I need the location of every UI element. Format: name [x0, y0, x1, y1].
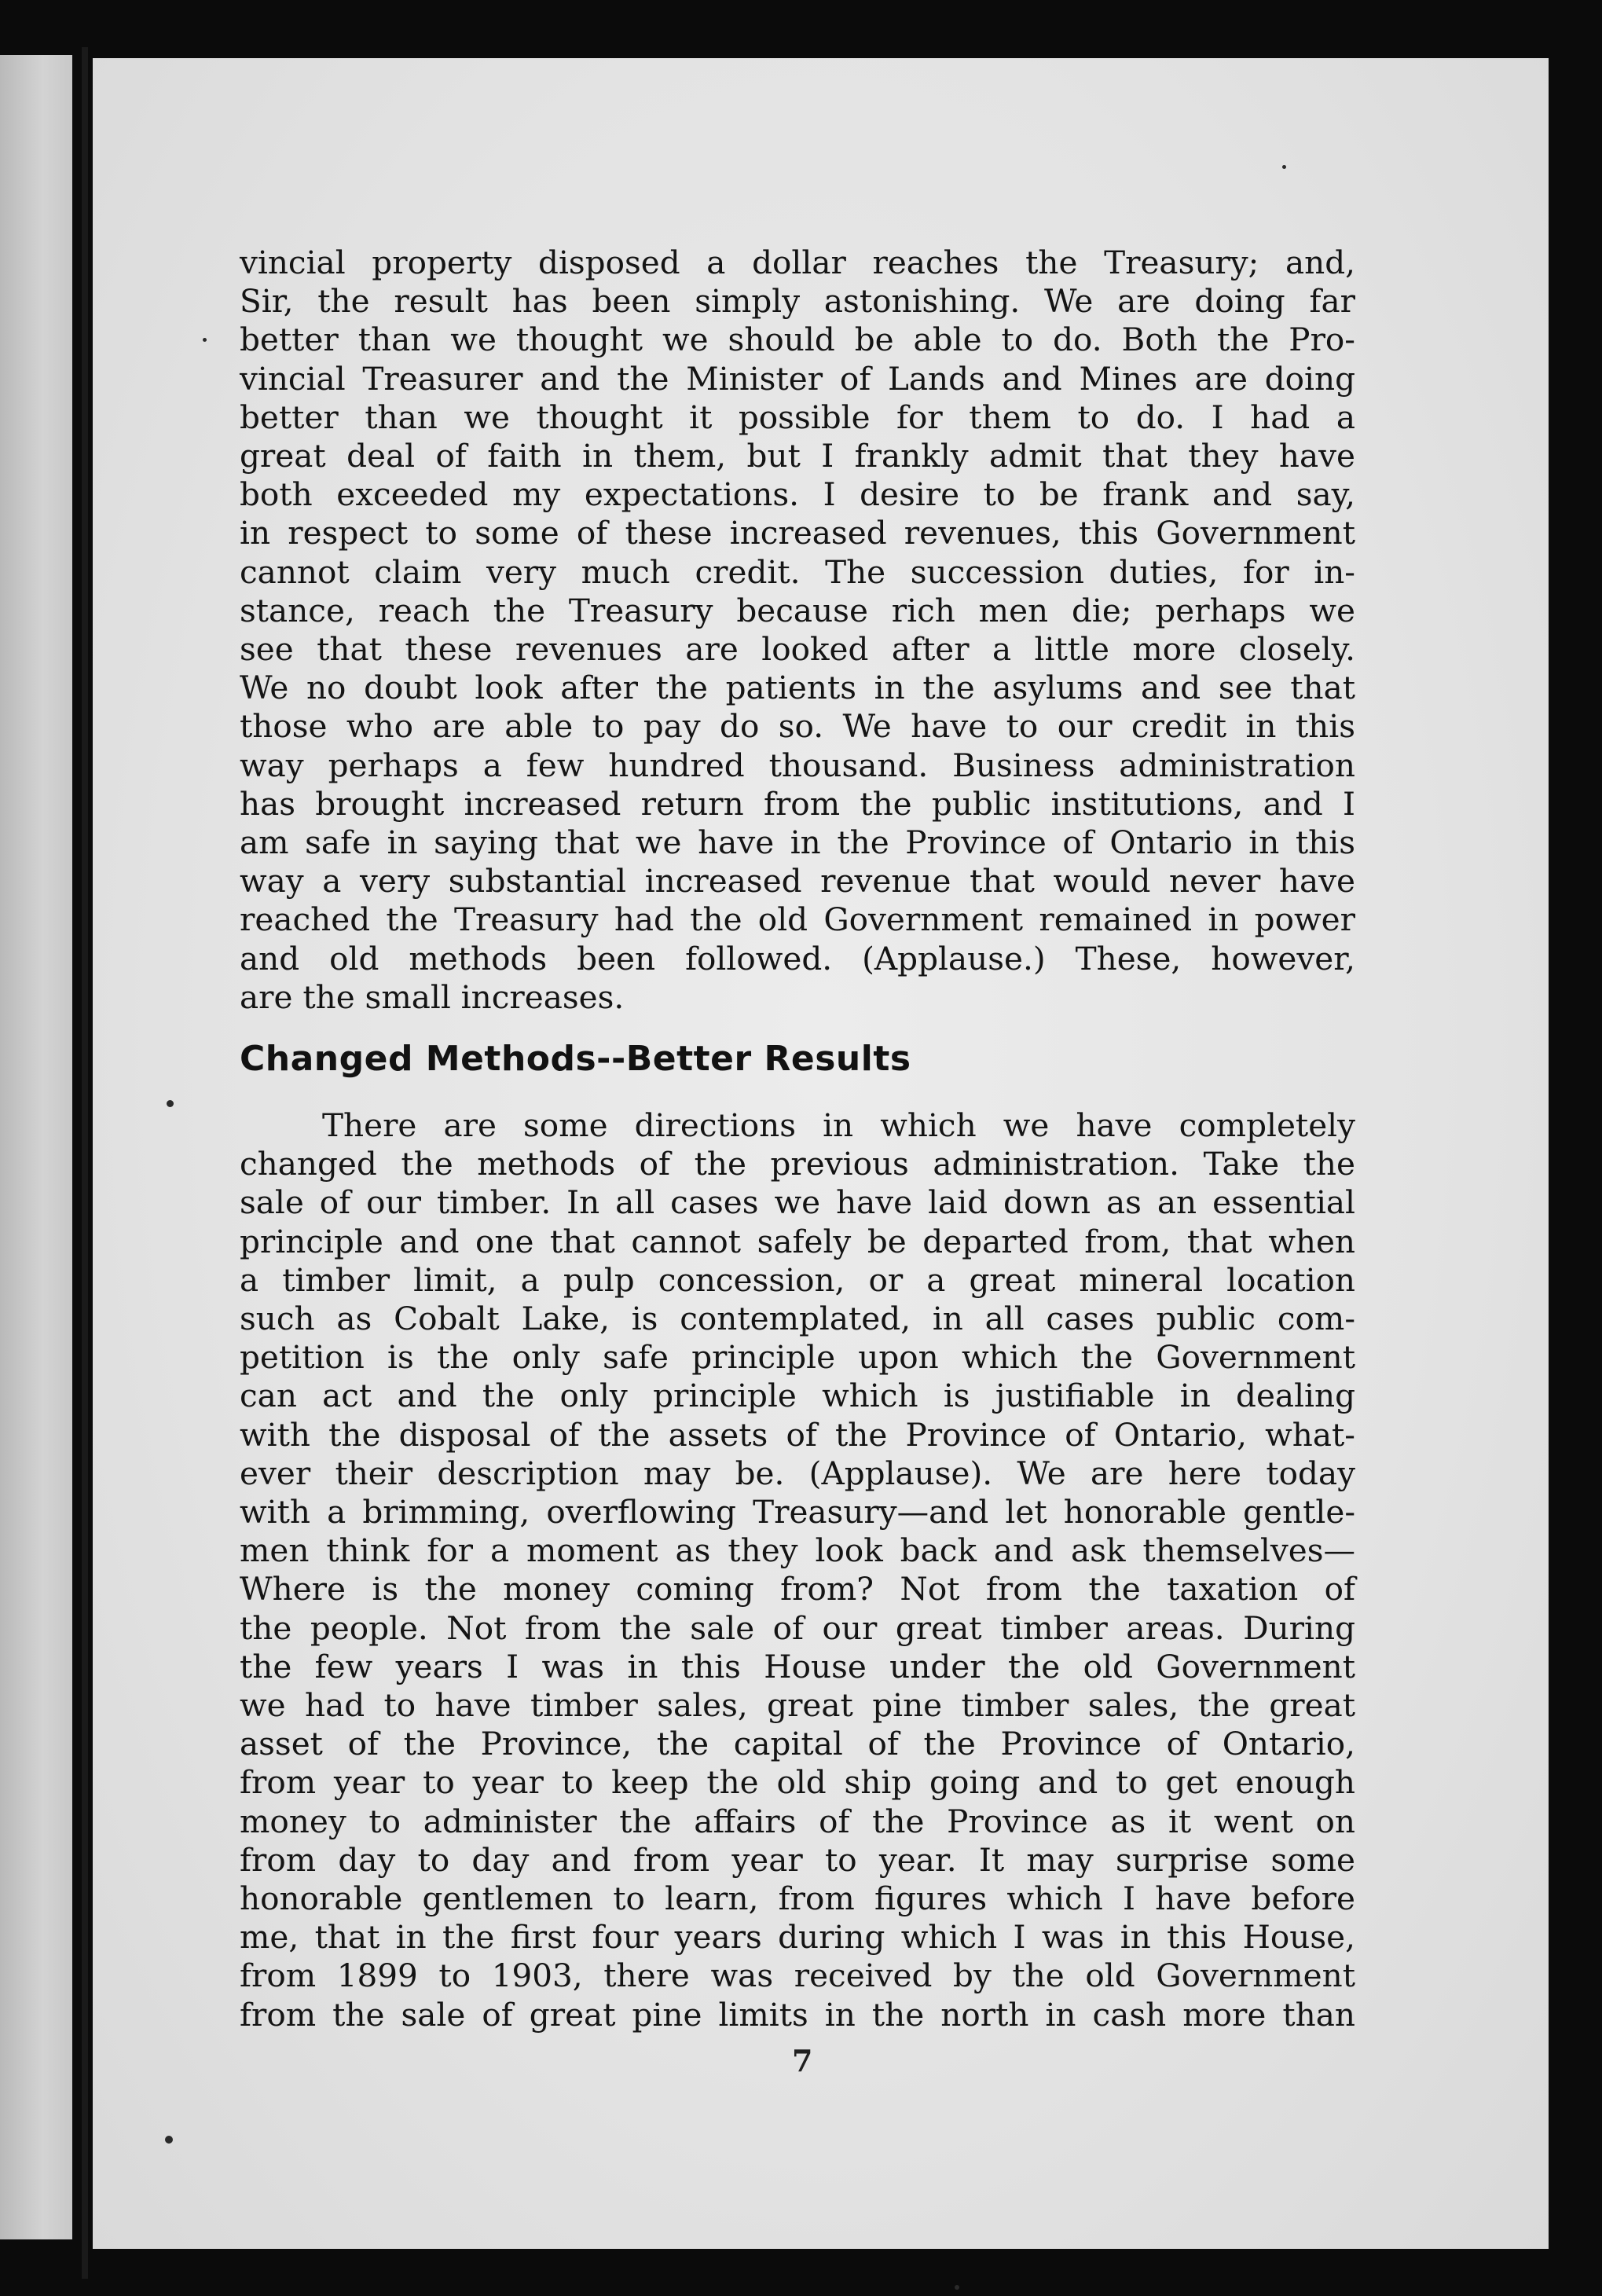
paragraph-continued: [240, 244, 1355, 1017]
text-line: way perhaps a few hundred thousand. Business administration: [240, 746, 1355, 784]
text-line: vincial Treasurer and the Minister of Lands and Mines are doing: [240, 359, 1355, 398]
text-line: men think for a moment as they look back and ask themselves—: [240, 1531, 1355, 1570]
text-line: from year to year to keep the old ship going and to get enough: [240, 1763, 1355, 1802]
text-line: both exceeded my expectations. I desire to be frank and say,: [240, 475, 1355, 514]
text-line: can act and the only principle which is justifiable in dealing: [240, 1377, 1355, 1415]
text-line: way a very substantial increased revenue that would never have: [240, 862, 1355, 900]
text-line: a timber limit, a pulp concession, or a great mineral location: [240, 1260, 1355, 1299]
paragraph-main: [240, 1106, 1355, 2034]
spine-shadow: [82, 47, 88, 2279]
text-line: better than we thought it possible for them to do. I had a: [240, 398, 1355, 436]
print-speck: [165, 2136, 173, 2144]
text-line: those who are able to pay do so. We have to our credit in this: [240, 707, 1355, 746]
text-line: We no doubt look after the patients in the asylums and see that: [240, 669, 1355, 707]
text-line: me, that in the first four years during which I was in this House,: [240, 1918, 1355, 1957]
text-line: There are some directions in which we have completely: [322, 1106, 1355, 1144]
text-line: and old methods been followed. (Applause.) These, however,: [240, 939, 1355, 977]
text-line: money to administer the affairs of the Province as it went on: [240, 1802, 1355, 1840]
text-line: changed the methods of the previous administration. Take the: [240, 1145, 1355, 1183]
text-line: Where is the money coming from? Not from the taxation of: [240, 1570, 1355, 1608]
text-line: with the disposal of the assets of the Province of Ontario, what-: [240, 1415, 1355, 1454]
text-line: in respect to some of these increased revenues, this Government: [240, 514, 1355, 552]
text-line: we had to have timber sales, great pine timber sales, the great: [240, 1686, 1355, 1725]
text-line: great deal of faith in them, but I frankly admit that they have: [240, 437, 1355, 475]
text-line: honorable gentlemen to learn, from figures which I have before: [240, 1880, 1355, 1918]
page-number: 7: [792, 2043, 813, 2078]
text-line: cannot claim very much credit. The succession duties, for in-: [240, 552, 1355, 591]
text-line: the few years I was in this House under the old Government: [240, 1647, 1355, 1685]
text-line: with a brimming, overflowing Treasury—and let honorable gentle-: [240, 1493, 1355, 1531]
text-line: Sir, the result has been simply astonishing. We are doing far: [240, 282, 1355, 321]
text-line: better than we thought we should be able to do. Both the Pro-: [240, 321, 1355, 359]
text-line: the people. Not from the sale of our great timber areas. During: [240, 1608, 1355, 1647]
print-speck: [167, 1100, 174, 1107]
print-speck: [955, 2285, 959, 2290]
text-line: see that these revenues are looked after a little more closely.: [240, 630, 1355, 669]
text-line: ever their description may be. (Applause). We are here today: [240, 1454, 1355, 1492]
text-line: vincial property disposed a dollar reaches the Treasury; and,: [240, 244, 1355, 281]
text-line: reached the Treasury had the old Government remained in power: [240, 900, 1355, 939]
text-line: are the small increases.: [240, 977, 625, 1016]
print-speck: [1282, 165, 1286, 169]
print-speck: [203, 338, 207, 342]
text-line: from day to day and from year to year. It may surprise some: [240, 1840, 1355, 1879]
section-heading: Changed Methods--Better Results: [240, 1039, 911, 1079]
text-line: asset of the Province, the capital of the Province of Ontario,: [240, 1725, 1355, 1763]
text-line: am safe in saying that we have in the Province of Ontario in this: [240, 823, 1355, 862]
text-line: has brought increased return from the public institutions, and I: [240, 784, 1355, 823]
text-line: principle and one that cannot safely be departed from, that when: [240, 1222, 1355, 1260]
facing-page-edge: [0, 55, 72, 2239]
text-line: from the sale of great pine limits in the north in cash more than: [240, 1995, 1355, 2034]
text-line: such as Cobalt Lake, is contemplated, in all cases public com-: [240, 1300, 1355, 1338]
text-line: from 1899 to 1903, there was received by the old Government: [240, 1957, 1355, 1995]
text-line: petition is the only safe principle upon which the Government: [240, 1338, 1355, 1377]
text-line: sale of our timber. In all cases we have laid down as an essential: [240, 1183, 1355, 1222]
text-line: stance, reach the Treasury because rich men die; perhaps we: [240, 591, 1355, 629]
